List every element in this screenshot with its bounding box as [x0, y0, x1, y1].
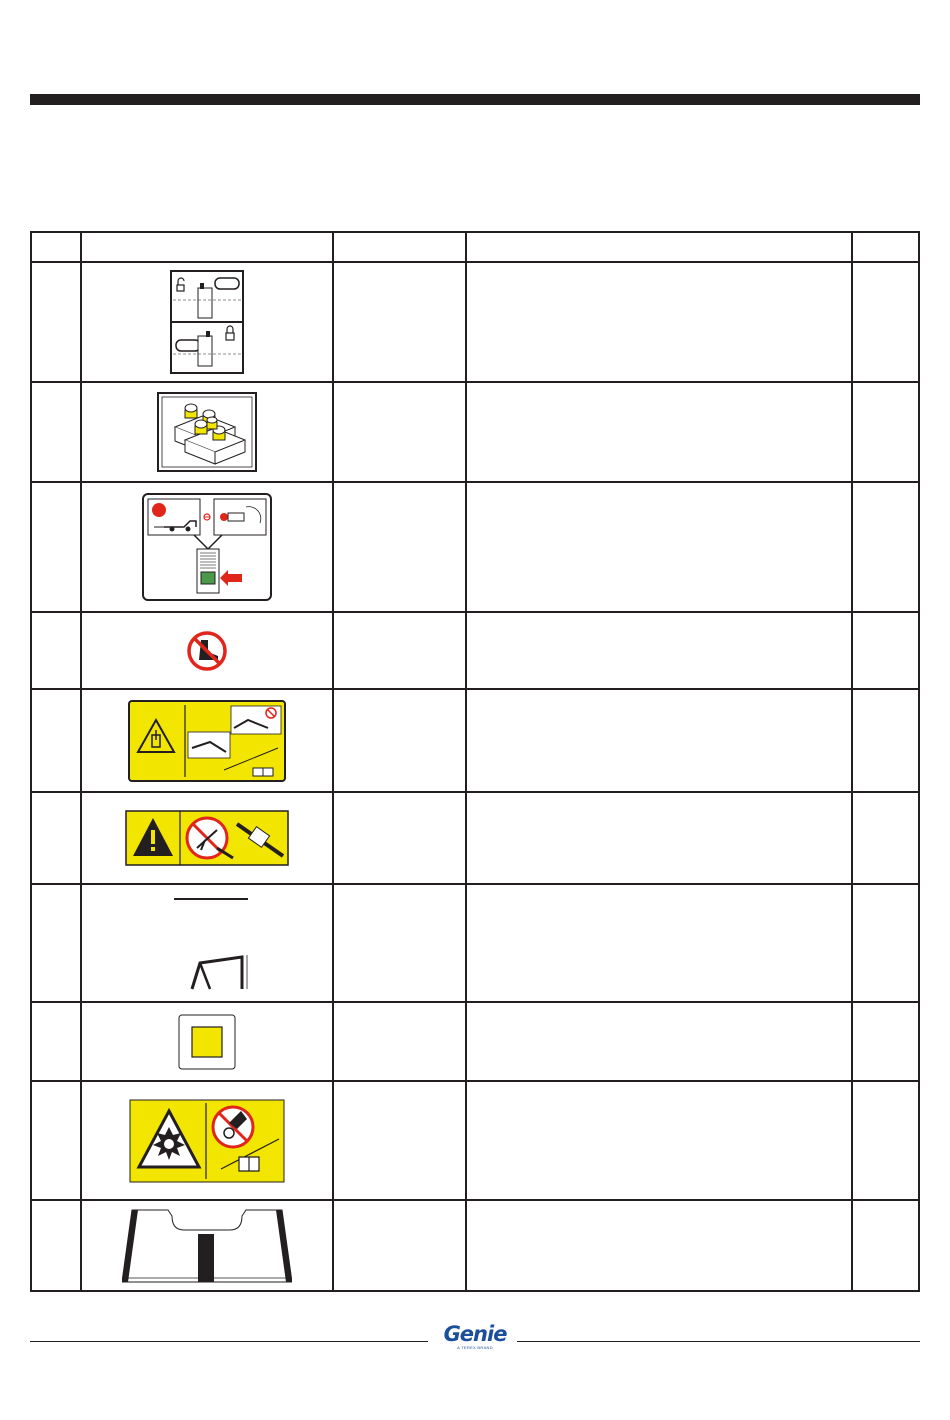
yellow-square-decal-icon: [178, 1014, 236, 1070]
table-row: [31, 689, 919, 792]
lock-unlock-pin-decal-icon: [170, 270, 244, 374]
footer-rule-right: [517, 1341, 920, 1342]
boom-tipover-warning-decal-icon: [128, 700, 286, 782]
header-cell-item: [31, 232, 81, 262]
logo-tagline: A TEREX BRAND: [457, 1345, 493, 1350]
header-cell-quantity: [852, 232, 919, 262]
header-rule: [30, 94, 920, 105]
table-row: [31, 612, 919, 689]
no-step-decal-icon: [186, 630, 228, 672]
fluid-cap-decal-icon: [157, 392, 257, 472]
decal-table: [30, 231, 920, 1292]
header-cell-description: [466, 232, 852, 262]
header-cell-part-number: [333, 232, 466, 262]
table-row: [31, 1200, 919, 1291]
genie-logo: [438, 1323, 512, 1350]
windshield-decal-icon: [122, 1208, 292, 1284]
table-row: [31, 1002, 919, 1081]
table-row: [31, 884, 919, 1002]
crush-hazard-warning-decal-icon: [125, 810, 289, 866]
footer-rule-left: [30, 1341, 428, 1342]
table-row: [31, 262, 919, 382]
cab-outline-decal-icon: [162, 895, 252, 991]
table-row: [31, 792, 919, 884]
table-header-row: [31, 232, 919, 262]
logo-wordmark: Genie: [443, 1322, 507, 1346]
explosion-hazard-warning-decal-icon: [129, 1099, 285, 1183]
header-cell-decal: [81, 232, 333, 262]
table-row: [31, 1081, 919, 1200]
tow-connection-decal-icon: [142, 493, 272, 601]
table-row: [31, 382, 919, 482]
table-row: [31, 482, 919, 612]
